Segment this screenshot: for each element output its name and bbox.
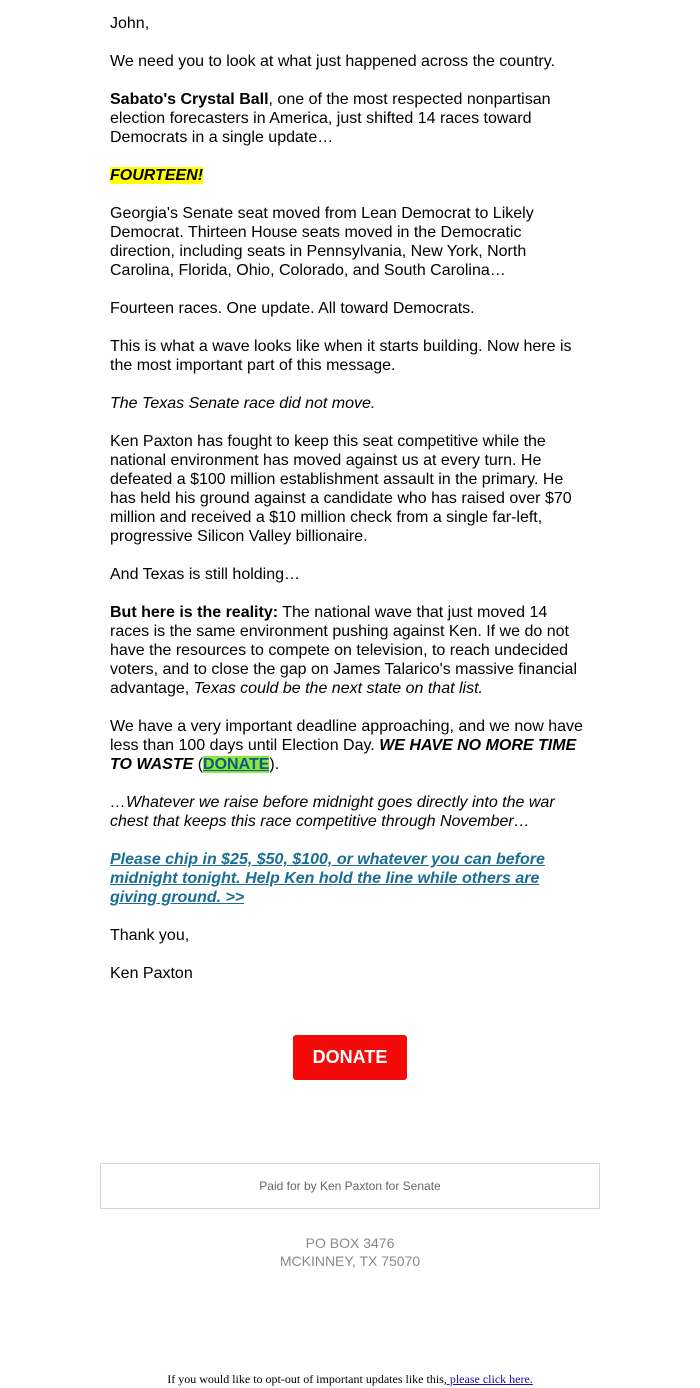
paragraph-intro: We need you to look at what just happened across the country.: [110, 53, 556, 70]
signature: Ken Paxton: [110, 965, 193, 982]
paragraph-texas: [110, 394, 590, 413]
crystal-ball-name: Sabato's Crystal Ball: [110, 91, 269, 108]
mailing-address: [100, 1234, 600, 1270]
fourteen-highlight: FOURTEEN!: [110, 167, 204, 184]
paragraph-reality: [110, 603, 590, 698]
crystal-ball-text: , one of the most respected nonpartisan election forecasters in America, just shifted 14 races toward Democrats in a single update…: [110, 91, 551, 146]
deadline-close-paren: ).: [269, 756, 280, 773]
opt-out: [0, 1372, 700, 1387]
paragraph-holding: And Texas is still holding…: [110, 566, 301, 583]
deadline-bold: WE HAVE NO MORE TIME TO WASTE: [110, 737, 577, 773]
opt-out-text: If you would like to opt-out of important updates like this,: [167, 1372, 447, 1386]
paid-for-disclaimer: [100, 1163, 600, 1209]
reality-bold: But here is the reality:: [110, 604, 279, 621]
texas-italic: The Texas Senate race did not move.: [110, 395, 376, 412]
chip-in-link[interactable]: Please chip in $25, $50, $100, or whatever you can before midnight tonight. Help Ken hold the line while others are giving ground. >>: [110, 851, 545, 906]
donate-inline-link[interactable]: DONATE: [203, 756, 270, 773]
thank-you: Thank you,: [110, 927, 190, 944]
paragraph-fourteen-races: Fourteen races. One update. All toward Democrats.: [110, 300, 475, 317]
reality-italic: Texas could be the next state on that list.: [193, 680, 483, 697]
paragraph-crystal-ball: [110, 90, 590, 147]
greeting: John,: [110, 15, 150, 32]
paid-for-text: Paid for by Ken Paxton for Senate: [259, 1179, 441, 1193]
deadline-open-paren: (: [193, 756, 204, 773]
paragraph-paxton: Ken Paxton has fought to keep this seat competitive while the national environment has moved against us at every turn. He defeated a $100 million establishment assault in the primary. He has held his ground against a candidate who has raised over $70 million and received a $10 million check from a single far-left, progressive Silicon Valley billionaire.: [110, 433, 572, 545]
opt-out-link[interactable]: please click here.: [446, 1372, 533, 1386]
address-line-2: MCKINNEY, TX 75070: [279, 1253, 421, 1269]
email-body: [110, 14, 590, 1002]
paragraph-wave: This is what a wave looks like when it starts building. Now here is the most important part of this message.: [110, 338, 572, 374]
deadline-text: We have a very important deadline approaching, and we now have less than 100 days until Election Day.: [110, 718, 583, 754]
reality-text: The national wave that just moved 14 races is the same environment pushing against Ken. If we do not have the resources to compete on television, to reach undecided voters, and to close the gap on James Talarico's massive financial advantage,: [110, 604, 577, 697]
paragraph-cta: [110, 850, 590, 907]
donate-button[interactable]: DONATE: [293, 1035, 407, 1080]
paragraph-war-chest: [110, 793, 590, 831]
paragraph-fourteen: [110, 166, 590, 185]
war-chest-italic: …Whatever we raise before midnight goes directly into the war chest that keeps this race competitive through November…: [110, 794, 555, 830]
address-line-1: PO BOX 3476: [305, 1235, 395, 1251]
paragraph-deadline: [110, 717, 590, 774]
paragraph-georgia: Georgia's Senate seat moved from Lean Democrat to Likely Democrat. Thirteen House seats moved in the Democratic direction, including seats in Pennsylvania, New York, North Carolina, Florida, Ohio, Colorado, and South Carolina…: [110, 205, 534, 279]
